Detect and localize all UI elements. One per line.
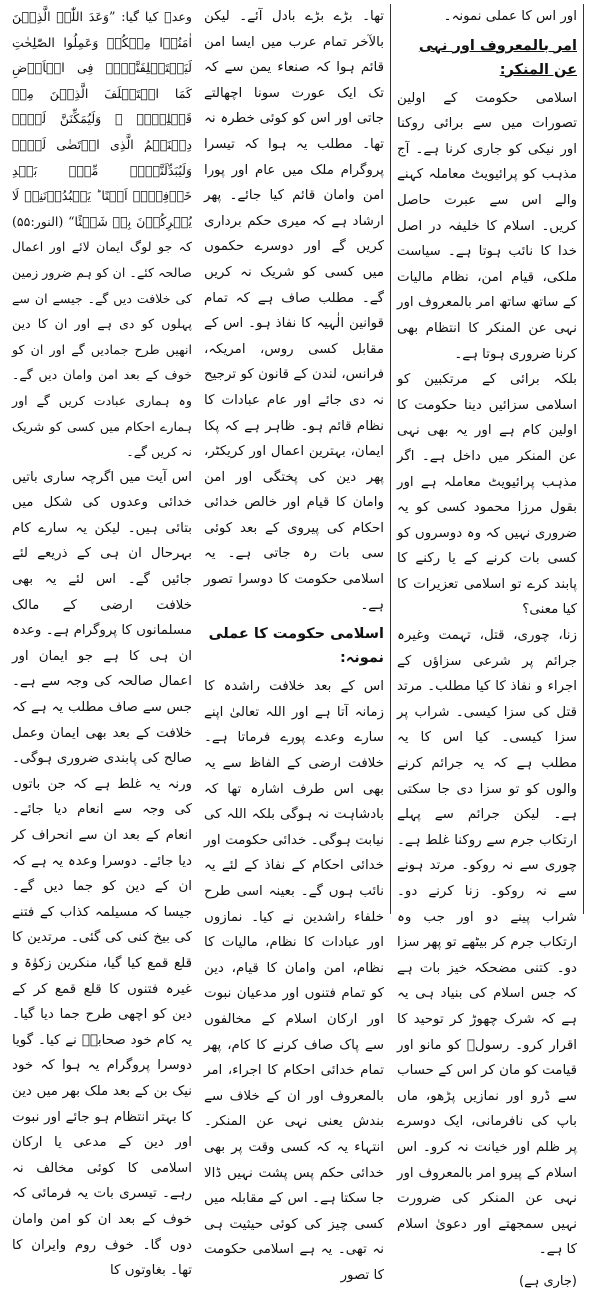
article-paragraph: تھا۔ بڑے بڑے بادل آئے۔ لیکن بالآخر تمام عرب میں ایسا امن قائم ہوا کہ صنعاء یمن سے کہ تک ایک عورت سونا اچھالتے جاتی اور اس کو کوئی خطرہ نہ تھا۔ مطلب یہ ہوا کہ تیسرا پروگرام ملک میں عام اور پورا امن وامان قائم کیا جائے۔ پھر ارشاد ہے کہ میری حکم برداری کریں گے اور دوسرے حکموں میں کسی کو شریک نہ کریں گے۔ مطلب صاف ہے کہ تمام قوانین الٰہیہ کا نفاذ ہو۔ اس کے مقابل کسی روس، امریکہ، فرانس، لندن کے قانون کو ترجیح نہ دی جائے اور عام عبادات کا نظام قائم ہو۔ ظاہر ہے کہ پکا ایمان، بہترین اعمال اور کریکٹر، پھر دین کی پختگی اور امن وامان کا قیام اور خالص خدائی احکام کی پیروی کے بعد کوئی سی بات رہ جاتی ہے۔ یہ اسلامی حکومت کا دوسرا تصور ہے۔ — [204, 9, 384, 613]
article-paragraph: اس آیت میں اگرچہ ساری باتیں خدائی وعدوں کی شکل میں بتائی ہیں۔ لیکن یہ سارے کام بہرحال ان ہی کے ذریعے لئے جائیں گے۔ اس لئے یہ بھی خلافت ارضی کے مالک مسلمانوں کا پروگرام ہے۔ وعدہ ان ہی کا ہے جو ایمان اور اعمال صالحہ کی وجہ سے ہے۔ جس سے صاف مطلب یہ ہے کہ خلافت کے بعد بھی ایمان وعمل صالح کی پابندی ضروری ہوگی۔ ورنہ یہ غلط ہے کہ جن باتوں کی وجہ سے انعام دیا جائے۔ انعام کے بعد ان سے انحراف کر دیا جائے۔ دوسرا وعدہ یہ ہے کہ ان کے دین کو جما دیں گے۔ جیسا کہ مسیلمہ کذاب کے فتنے کی بیخ کنی کی گئی۔ مرتدین کا قلع قمع کیا گیا، منکرین زکوٰۃ و غیرہ فتنوں کا قلع قمع کر کے دین کو اچھی طرح جما دیا گیا۔ یہ کام خود صحابہؓ نے کیا۔ گویا دوسرا پروگرام یہ ہوا کہ خود نیک بن کے بعد ملک بھر میں دین کا بہتر انتظام ہو جائے اور نبوت اور دین کے مدعی یا ارکان اسلامی کا کوئی مخالف نہ رہے۔ تیسری بات یہ فرمائی کہ خوف کے بعد ان کو امن وامان دوں گا۔ خوف روم وایران کا تھا۔ بغاوتوں کا — [12, 469, 192, 1279]
column-middle — [198, 4, 391, 1283]
article-paragraph: زنا، چوری، قتل، تہمت وغیرہ جرائم پر شرعی سزاؤں کے اجراء و نفاذ کا کیا مطلب۔ مرتد قتل کی سزا کیسی۔ شراب پر سزا کیسی۔ کیا اس کا یہ مطلب ہے کہ یہ جرائم کرنے والوں کو تو سزا دی جا سکتی ہے۔ لیکن جرائم سے پہلے ارتکاب جرم سے روکنا غلط ہے۔ چوری سے نہ روکو۔ مرتد ہونے سے نہ روکو۔ زنا کرنے دو۔ شراب پینے دو اور جب وہ ارتکاب جرم کر بیٹھے تو پھر سزا دو۔ کتنی مضحکہ خیز بات ہے کہ جس اسلام کی بنیاد ہی یہ ہے کہ شرک چھوڑ کر توحید کا اقرار کرو۔ رسولؐ کو مانو اور قیامت کو مان کر اس کے حساب سے ڈرو اور نمازیں پڑھو، ماں باپ کی نافرمانی، ایک دوسرے پر ظلم اور خیانت نہ کرو۔ اس اسلام کے پیرو امر بالمعروف اور نہی عن المنکر کی ضرورت نہیں سمجھتے اور دعویٰ اسلام کا ہے۔ — [397, 628, 577, 1258]
column-right — [6, 4, 198, 1279]
quran-verse-paragraph: وعدہ کیا گیا: ”وَعَدَ اللّٰہُ الَّذِیۡنَ اٰمَنُوۡا مِنۡکُمۡ وَعَمِلُوا الصّٰلِحٰتِ لَیَسۡتَخۡلِفَنَّہُمۡ فِی الۡاَرۡضِ کَمَا اسۡتَخۡلَفَ الَّذِیۡنَ مِنۡ قَبۡلِہِمۡ ۪ وَلَیُمَکِّنَنَّ لَہُمۡ دِیۡنَہُمُ الَّذِی ارۡتَضٰی لَہُمۡ وَلَیُبَدِّلَنَّہُمۡ مِّنۡۢ بَعۡدِ خَوۡفِہِمۡ اَمۡنًا ؕ یَعۡبُدُوۡنَنِیۡ لَا یُشۡرِکُوۡنَ بِیۡ شَیۡئًا“ (النور:۵۵) کہ جو لوگ ایمان لائے اور اعمال صالحہ کئے۔ ان کو ہم ضرور زمین کی خلافت دیں گے۔ جیسے ان سے پہلوں کو دی ہے اور ان کا دین انھیں طرح جمادیں گے اور ان کو خوف کے بعد امن وامان دیں گے۔ وہ ہماری عبادت کریں گے اور ہمارے احکام میں کسی کو شریک نہ کریں گے۔ — [12, 9, 192, 460]
article-paragraph: اسلامی حکومت کے اولین تصورات میں سے برائی روکنا اور نیکی کو جاری کرنا ہے۔ آج مذہب کو پرائیویٹ معاملہ کہنے والے اس سے عبرت حاصل کریں۔ اسلام کا خلیفہ در اصل خدا کا نائب ہوتا ہے۔ سیاست ملکی، قیام امن، نظام مالیات کے ساتھ ساتھ امر بالمعروف اور نہی عن المنکر کا انتظام بھی کرنا ضروری ہوتا ہے۔ — [397, 90, 577, 362]
article-paragraph: اس کے بعد خلافت راشدہ کا زمانہ آتا ہے اور اللہ تعالیٰ اپنے سارے وعدے پورے فرماتا ہے۔ خلافت ارضی کے الفاظ سے یہ بھی اس طرف اشارہ تھا کہ بادشاہت نہ ہوگی بلکہ اللہ کی نیابت ہوگی۔ خدائی حکومت اور خدائی احکام کے نفاذ کے لئے یہ نائب ہوں گے۔ بعینہ اسی طرح خلفاء راشدین نے کیا۔ نمازوں اور عبادات کا نظام، مالیات کا نظام، امن وامان کا قیام، دین کو تمام فتنوں اور مدعیان نبوت اور ارکان اسلام کے مخالفوں سے پاک صاف کرنے کا کام، پھر تمام خدائی احکام کا اجراء، امر بالمعروف اور ان کے خلاف سے بندش یعنی نہی عن المنکر۔ انتہاء یہ کہ کسی وقت پر بھی خدائی حکم پس پشت نہیں ڈالا جا سکتا ہے۔ اس کے مقابلہ میں کسی چیز کی کوئی حیثیت ہی نہ تھی۔ یہ ہے اسلامی حکومت کا تصور — [204, 679, 384, 1283]
article-paragraph: اور اس کا عملی نمونہ۔ — [443, 9, 577, 24]
column-left — [391, 4, 584, 1289]
section-heading: امر بالمعروف اور نہی عن المنکر: — [418, 37, 577, 78]
article-paragraph: بلکہ برائی کے مرتکبین کو اسلامی سزائیں دینا حکومت کا اولین کام ہے اور یہ بھی نہی عن المنکر میں داخل ہے۔ اگر مذہب پرائیویٹ معاملہ ہے اور بقول مرزا محمود کسی کو یہ ضروری نہیں کہ وہ دوسروں کو کسی بات کرنے کے یا رکنے کا پابند کرے تو اسلامی تعزیرات کا کیا معنی؟ — [397, 372, 577, 618]
section-heading: اسلامی حکومت کا عملی نمونہ: — [208, 626, 384, 667]
continued-note: (جاری ہے) — [519, 1273, 577, 1289]
